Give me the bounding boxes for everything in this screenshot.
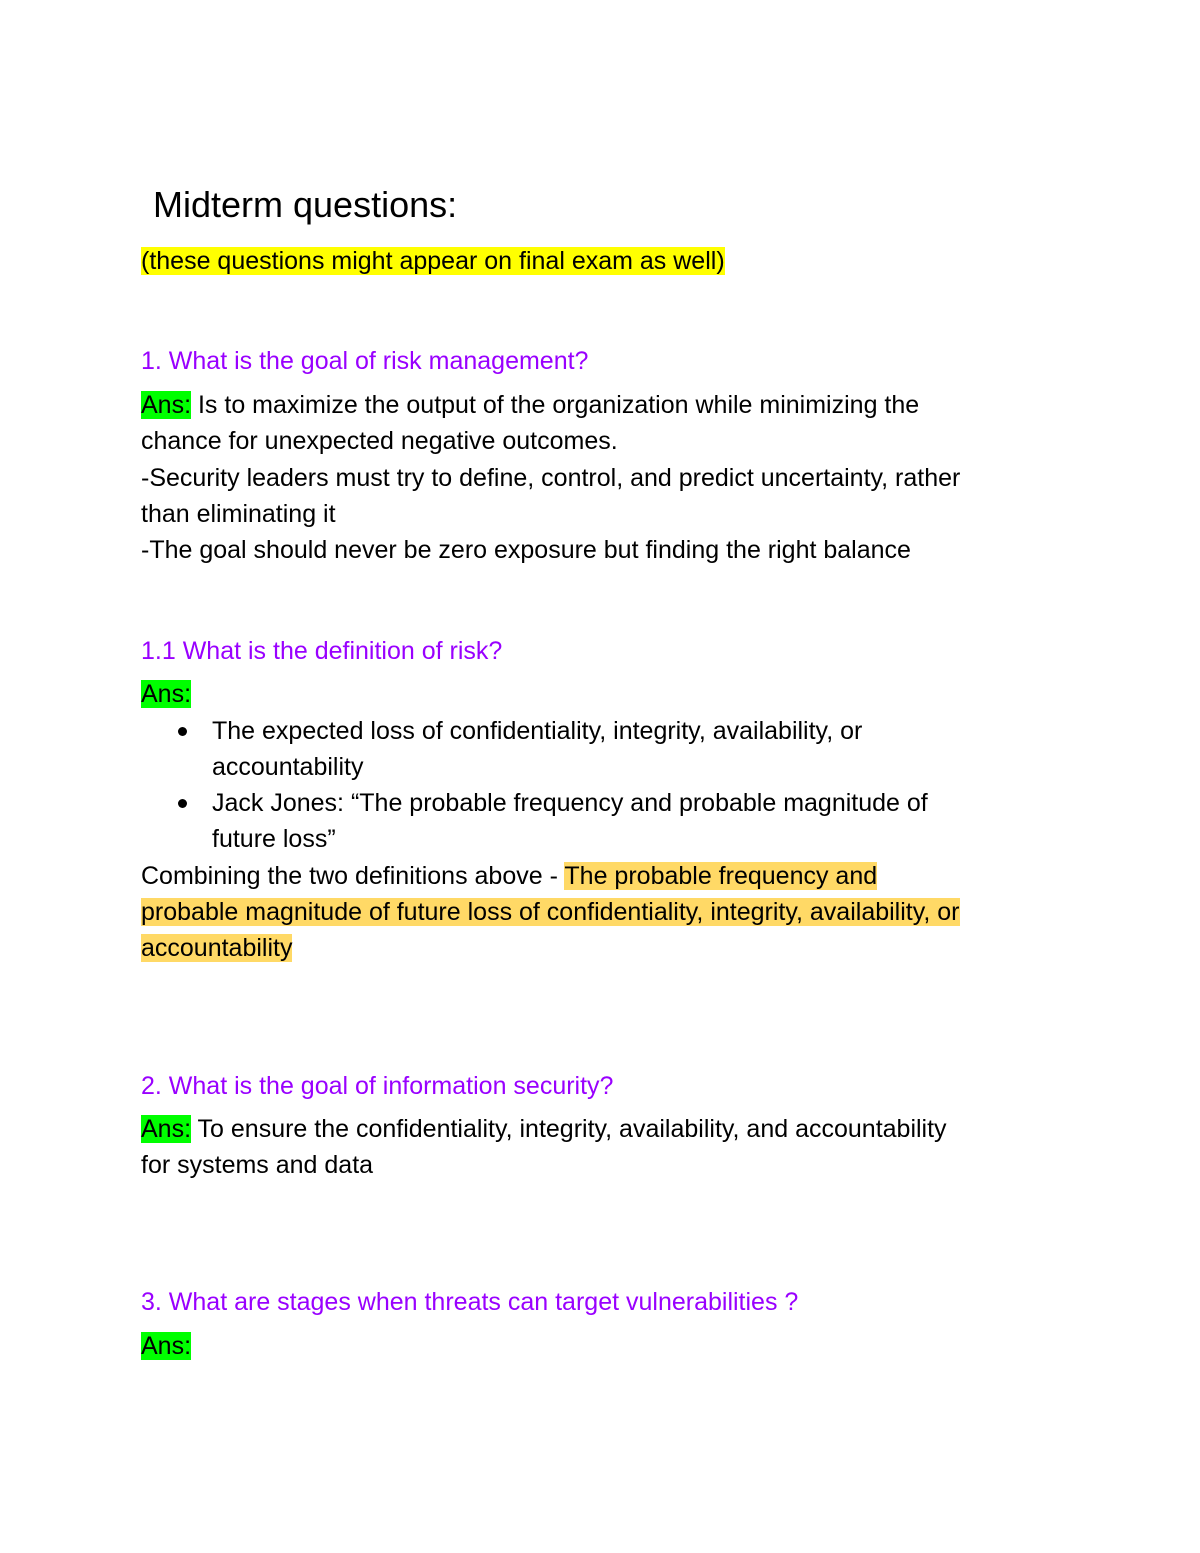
question-1: 1. What is the goal of risk management?	[141, 347, 589, 375]
question-3: 3. What are stages when threats can target vulnerabilities ?	[141, 1288, 799, 1316]
q1-1-bullet-1-line-1: The expected loss of confidentiality, integrity, availability, or	[212, 717, 863, 745]
q2-answer-line-1	[141, 1111, 947, 1147]
q3-ans-label: Ans:	[141, 1332, 192, 1360]
bullet-icon	[178, 727, 187, 736]
q1-1-combined-highlight-1: The probable frequency and	[564, 862, 878, 890]
q1-point-1-line-1: -Security leaders must try to define, control, and predict uncertainty, rather	[141, 464, 961, 492]
q1-1-combined-highlight-3: accountability	[141, 934, 293, 962]
q1-ans-label: Ans:	[141, 391, 192, 419]
q1-1-answer-label-line	[141, 676, 191, 712]
q1-1-combined-prefix: Combining the two definitions above -	[141, 862, 565, 890]
q1-1-bullet-1-line-2: accountability	[212, 753, 364, 781]
q2-ans-label: Ans:	[141, 1115, 192, 1143]
q1-1-combined-line-3	[141, 930, 292, 966]
q1-1-combined-line-1	[141, 858, 877, 894]
question-1-1: 1.1 What is the definition of risk?	[141, 637, 503, 665]
bullet-icon	[178, 799, 187, 808]
q1-1-combined-line-2	[141, 894, 960, 930]
q1-answer-line-1	[141, 387, 919, 423]
q1-point-1-line-2: than eliminating it	[141, 500, 336, 528]
exam-note	[141, 243, 725, 279]
exam-note-text: (these questions might appear on final exam as well)	[141, 247, 725, 275]
q3-answer-label-line	[141, 1328, 191, 1364]
q1-1-combined-highlight-2: probable magnitude of future loss of confidentiality, integrity, availability, or	[141, 898, 960, 926]
q1-1-bullet-2-line-1: Jack Jones: “The probable frequency and probable magnitude of	[212, 789, 928, 817]
question-2: 2. What is the goal of information security?	[141, 1072, 614, 1100]
q1-answer-line-2: chance for unexpected negative outcomes.	[141, 427, 618, 455]
page-title: Midterm questions:	[153, 184, 458, 225]
q1-1-ans-label: Ans:	[141, 680, 192, 708]
q1-answer-text: Is to maximize the output of the organization while minimizing the	[197, 391, 920, 419]
q1-point-2: -The goal should never be zero exposure but finding the right balance	[141, 536, 911, 564]
q2-answer-text: To ensure the confidentiality, integrity, availability, and accountability	[197, 1115, 947, 1143]
q2-answer-line-2: for systems and data	[141, 1151, 374, 1179]
q1-1-bullet-2-line-2: future loss”	[212, 825, 336, 853]
